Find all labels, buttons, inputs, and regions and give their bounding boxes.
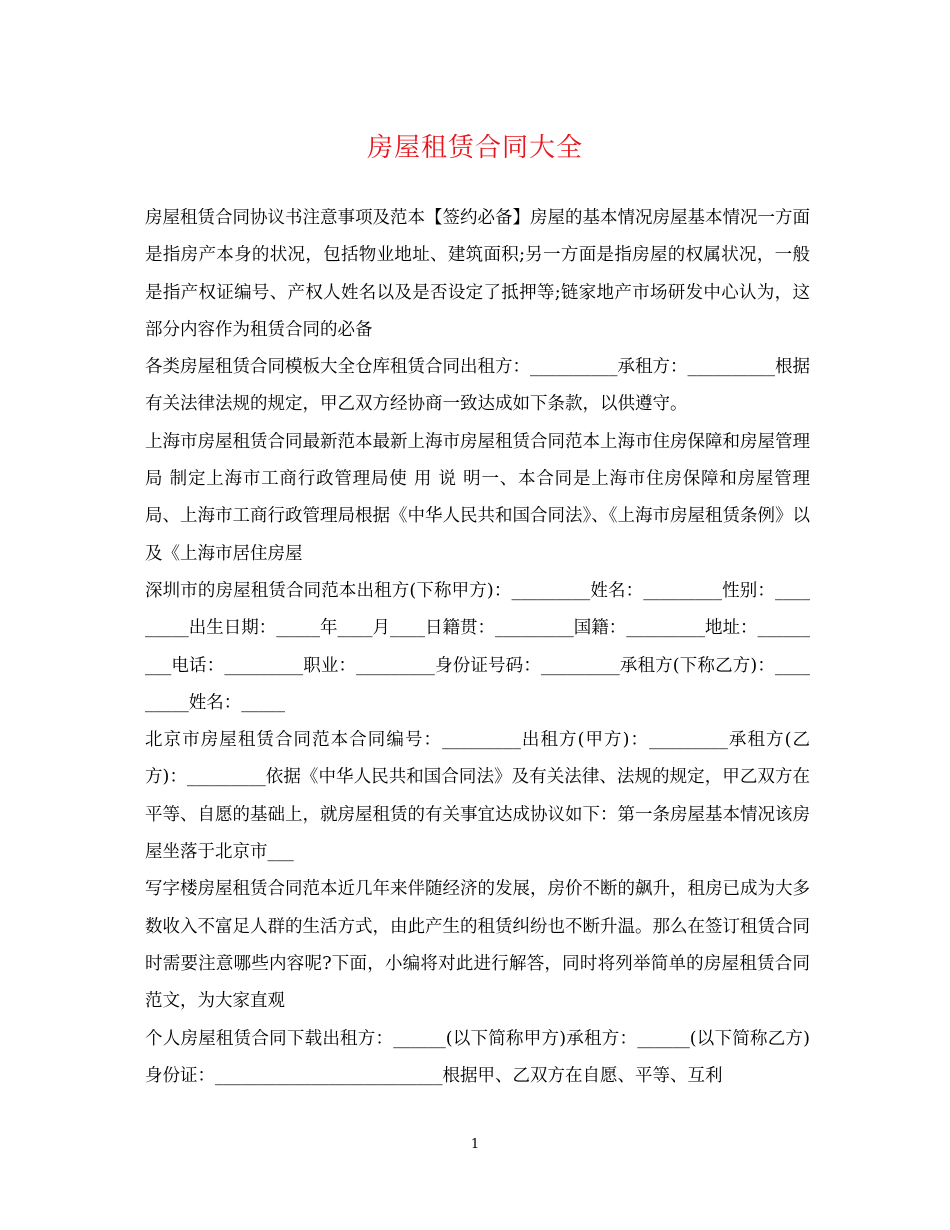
paragraph-6: 写字楼房屋租赁合同范本近几年来伴随经济的发展，房价不断的飙升，租房已成为大多数收入不富足人群的生活方式，由此产生的租赁纠纷也不断升温。那么在签订租赁合同时需要注意哪些内容呢?下面，小编将对此进行解答，同时将列举简单的房屋租赁合同范文，为大家直观 — [145, 879, 810, 1012]
paragraph-3: 上海市房屋租赁合同最新范本最新上海市房屋租赁合同范本上海市住房保障和房屋管理局 制定上海市工商行政管理局使 用 说 明一、本合同是上海市住房保障和房屋管理局、上海市工商行政管理局根据《中华人民共和国合同法》、《上海市房屋租赁条例》以及《上海市居住房屋 — [145, 431, 810, 564]
paragraph-4: 深圳市的房屋租赁合同范本出租方(下称甲方)：_________姓名：_________性别：_________出生日期：_____年____月____日籍贯：_________国籍：_________地址：_________电话：_________职业：_________身份证号码：_________承租方(下称乙方)：_________姓名：_____ — [145, 580, 810, 713]
page-number: 1 — [470, 1137, 480, 1152]
document-title: 房屋租赁合同大全 — [366, 133, 583, 163]
paragraph-1: 房屋租赁合同协议书注意事项及范本【签约必备】房屋的基本情况房屋基本情况一方面是指房产本身的状况，包括物业地址、建筑面积;另一方面是指房屋的权属状况，一般是指产权证编号、产权人姓名以及是否设定了抵押等;链家地产市场研发中心认为，这部分内容作为租赁合同的必备 — [145, 208, 810, 340]
paragraph-5: 北京市房屋租赁合同范本合同编号：_________出租方(甲方)：_________承租方(乙方)：_________依据《中华人民共和国合同法》及有关法律、法规的规定，甲乙双方在平等、自愿的基础上，就房屋租赁的有关事宜达成协议如下：第一条房屋基本情况该房屋坐落于北京市___ — [145, 730, 810, 863]
paragraph-2: 各类房屋租赁合同模板大全仓库租赁合同出租方：__________承租方：__________根据有关法律法规的规定，甲乙双方经协商一致达成如下条款，以供遵守。 — [145, 357, 810, 415]
document-body — [145, 200, 810, 1095]
paragraph-7: 个人房屋租赁合同下载出租方：______(以下简称甲方)承租方：______(以下简称乙方)身份证：__________________________根据甲、乙双方在自愿、平等、互利 — [145, 1028, 810, 1086]
